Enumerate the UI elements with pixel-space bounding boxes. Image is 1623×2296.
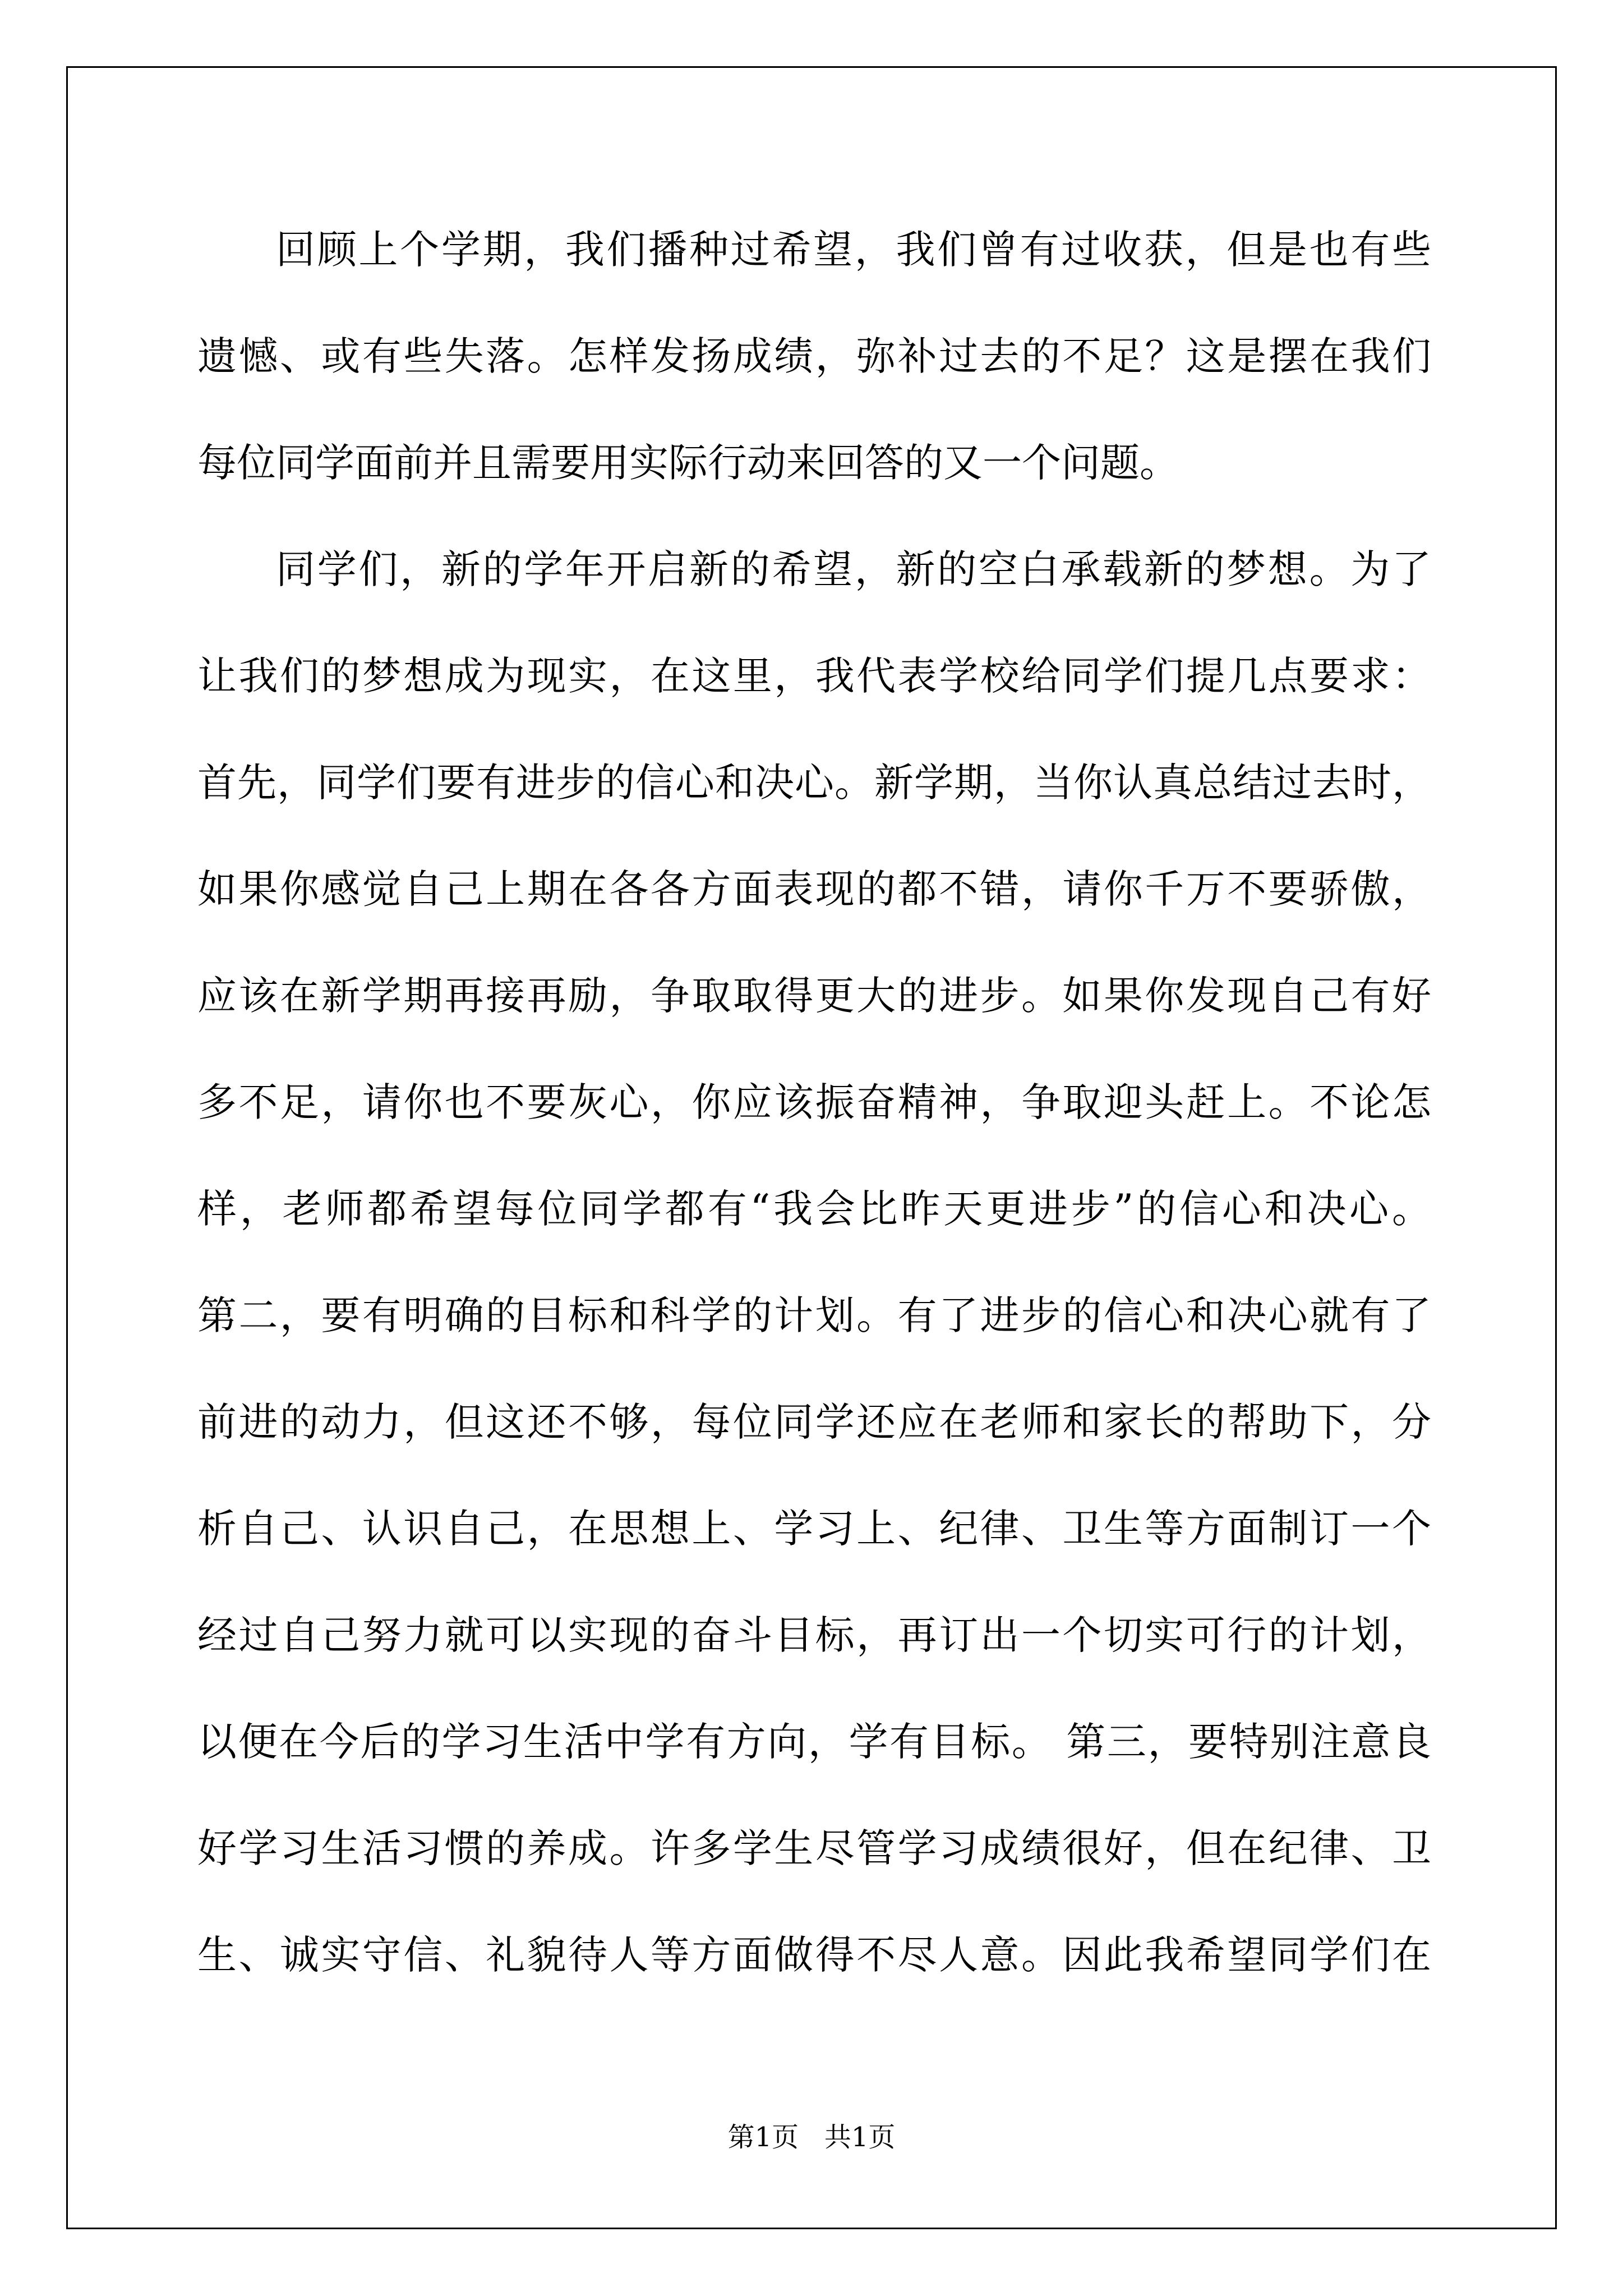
text-line: 如果你感觉自己上期在各各方面表现的都不错，请你千万不要骄傲， [197,866,1431,912]
text-line: 以便在今后的学习生活中学有方向，学有目标。 第三，要特别注意良 [197,1719,1431,1765]
text-line: 好学习生活习惯的养成。许多学生尽管学习成绩很好，但在纪律、卫 [197,1825,1431,1871]
text-line: 生、诚实守信、礼貌待人等方面做得不尽人意。因此我希望同学们在 [197,1932,1431,1978]
page-number: 第1页 [727,2122,799,2153]
text-line: 样，老师都希望每位同学都有“我会比昨天更进步”的信心和决心。 [197,1186,1431,1232]
text-line: 让我们的梦想成为现实，在这里，我代表学校给同学们提几点要求： [197,653,1431,699]
page-footer [0,2120,1623,2154]
page-total: 共1页 [824,2122,896,2153]
text-line: 前进的动力，但这还不够，每位同学还应在老师和家长的帮助下，分 [197,1399,1431,1445]
text-line: 遗憾、或有些失落。怎样发扬成绩，弥补过去的不足？这是摆在我们 [197,333,1431,379]
text-line: 每位同学面前并且需要用实际行动来回答的又一个问题。 [197,440,1179,486]
text-line: 同学们，新的学年开启新的希望，新的空白承载新的梦想。为了 [276,546,1431,592]
text-line: 析自己、认识自己，在思想上、学习上、纪律、卫生等方面制订一个 [197,1506,1431,1552]
text-line: 第二，要有明确的目标和科学的计划。有了进步的信心和决心就有了 [197,1292,1431,1338]
text-line: 首先，同学们要有进步的信心和决心。新学期，当你认真总结过去时， [197,760,1431,806]
text-line: 多不足，请你也不要灰心，你应该振奋精神，争取迎头赶上。不论怎 [197,1079,1431,1125]
text-line: 回顾上个学期，我们播种过希望，我们曾有过收获，但是也有些 [276,227,1431,273]
document-body [197,210,1431,2022]
text-line: 经过自己努力就可以实现的奋斗目标，再订出一个切实可行的计划， [197,1612,1431,1658]
text-line: 应该在新学期再接再励，争取取得更大的进步。如果你发现自己有好 [197,973,1431,1019]
